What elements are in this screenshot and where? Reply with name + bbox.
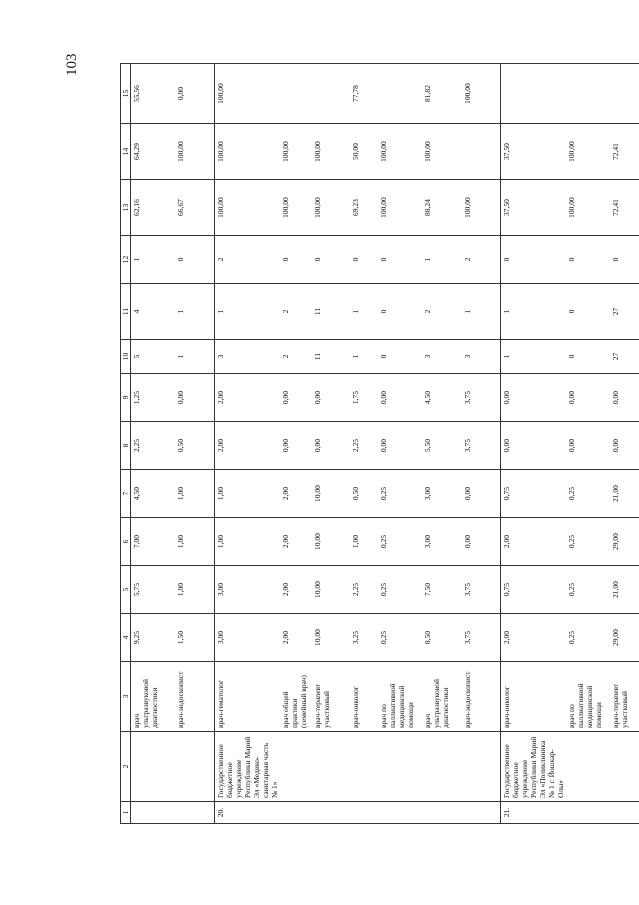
organization-cell bbox=[312, 732, 350, 802]
value-cell: 100,00 bbox=[378, 180, 422, 236]
row-number-cell bbox=[175, 802, 215, 824]
column-header: 5 bbox=[121, 566, 131, 614]
value-cell: 2 bbox=[280, 284, 312, 340]
value-cell: 11 bbox=[312, 340, 350, 374]
value-cell: 3,75 bbox=[462, 374, 500, 422]
value-cell: 11 bbox=[312, 284, 350, 340]
value-cell: 0,75 bbox=[500, 566, 566, 614]
value-cell: 2,00 bbox=[280, 614, 312, 662]
value-cell: 0,25 bbox=[566, 470, 610, 518]
value-cell: 0 bbox=[566, 340, 610, 374]
value-cell: 62,16 bbox=[131, 180, 175, 236]
value-cell: 0,00 bbox=[500, 422, 566, 470]
table-row bbox=[422, 64, 462, 824]
value-cell: 1 bbox=[175, 340, 215, 374]
value-cell: 4,50 bbox=[131, 470, 175, 518]
value-cell: 0 bbox=[378, 340, 422, 374]
specialty-cell: врач-эндоскопист bbox=[175, 662, 215, 732]
value-cell: 1,25 bbox=[131, 374, 175, 422]
organization-cell bbox=[280, 732, 312, 802]
value-cell: 55,56 bbox=[131, 64, 175, 124]
specialty-cell: врач-онколог bbox=[350, 662, 378, 732]
value-cell: 0,50 bbox=[175, 422, 215, 470]
header-row bbox=[121, 64, 131, 824]
value-cell: 8,50 bbox=[422, 614, 462, 662]
value-cell: 29,00 bbox=[610, 614, 639, 662]
value-cell: 0 bbox=[378, 236, 422, 284]
value-cell: 5 bbox=[131, 340, 175, 374]
value-cell: 1 bbox=[215, 284, 281, 340]
value-cell: 0 bbox=[500, 236, 566, 284]
value-cell: 0,75 bbox=[500, 470, 566, 518]
value-cell: 50,00 bbox=[350, 124, 378, 180]
value-cell: 1 bbox=[175, 284, 215, 340]
organization-cell: Государственное бюджетное учреждение Республики Марий Эл «Медико-санитарная часть № 1» bbox=[215, 732, 281, 802]
specialty-cell: врач ультразвуковой диагностики bbox=[131, 662, 175, 732]
value-cell: 10,00 bbox=[312, 518, 350, 566]
row-number-cell bbox=[312, 802, 350, 824]
row-number-cell: 21. bbox=[500, 802, 566, 824]
value-cell: 0 bbox=[566, 284, 610, 340]
value-cell: 100,00 bbox=[378, 124, 422, 180]
value-cell: 2,00 bbox=[500, 518, 566, 566]
value-cell: 0,25 bbox=[378, 614, 422, 662]
value-cell: 5,75 bbox=[131, 566, 175, 614]
value-cell: 2,00 bbox=[500, 614, 566, 662]
value-cell: 2,00 bbox=[215, 422, 281, 470]
page-number: 103 bbox=[64, 53, 80, 76]
value-cell: 0 bbox=[566, 236, 610, 284]
table-row bbox=[566, 64, 610, 824]
specialty-cell: врач-терапевт участковый bbox=[312, 662, 350, 732]
value-cell: 4,50 bbox=[422, 374, 462, 422]
value-cell bbox=[462, 124, 500, 180]
value-cell: 3,00 bbox=[215, 566, 281, 614]
table-row bbox=[462, 64, 500, 824]
value-cell: 100,00 bbox=[215, 124, 281, 180]
value-cell: 1 bbox=[350, 284, 378, 340]
value-cell: 1,00 bbox=[350, 518, 378, 566]
value-cell: 0,00 bbox=[280, 422, 312, 470]
value-cell: 0,00 bbox=[312, 374, 350, 422]
value-cell: 2 bbox=[215, 236, 281, 284]
row-number-cell bbox=[280, 802, 312, 824]
value-cell: 0,25 bbox=[566, 614, 610, 662]
value-cell: 9,25 bbox=[131, 614, 175, 662]
value-cell: 0 bbox=[175, 236, 215, 284]
value-cell: 1,50 bbox=[175, 614, 215, 662]
value-cell: 0,00 bbox=[175, 64, 215, 124]
value-cell: 0,00 bbox=[378, 374, 422, 422]
value-cell bbox=[566, 64, 610, 124]
value-cell: 0,00 bbox=[566, 374, 610, 422]
value-cell: 2 bbox=[422, 284, 462, 340]
value-cell: 0,00 bbox=[610, 374, 639, 422]
value-cell: 64,29 bbox=[131, 124, 175, 180]
value-cell: 1 bbox=[131, 236, 175, 284]
value-cell: 100,00 bbox=[462, 180, 500, 236]
value-cell: 2,00 bbox=[280, 566, 312, 614]
organization-cell bbox=[610, 732, 639, 802]
staffing-table-rotated bbox=[120, 64, 629, 824]
column-header: 8 bbox=[121, 422, 131, 470]
specialty-cell: врач-терапевт участковый bbox=[610, 662, 639, 732]
value-cell: 0,25 bbox=[378, 566, 422, 614]
column-header: 13 bbox=[121, 180, 131, 236]
value-cell: 4 bbox=[131, 284, 175, 340]
value-cell: 0 bbox=[312, 236, 350, 284]
value-cell: 2,25 bbox=[350, 566, 378, 614]
value-cell: 3,00 bbox=[422, 518, 462, 566]
value-cell: 2,00 bbox=[215, 374, 281, 422]
value-cell: 100,00 bbox=[312, 124, 350, 180]
column-header: 1 bbox=[121, 802, 131, 824]
column-header: 14 bbox=[121, 124, 131, 180]
value-cell: 0,25 bbox=[566, 566, 610, 614]
value-cell: 1,00 bbox=[215, 470, 281, 518]
value-cell: 2,25 bbox=[350, 422, 378, 470]
column-header: 11 bbox=[121, 284, 131, 340]
organization-cell bbox=[462, 732, 500, 802]
value-cell: 100,00 bbox=[462, 64, 500, 124]
value-cell: 7,00 bbox=[131, 518, 175, 566]
value-cell: 0 bbox=[280, 236, 312, 284]
value-cell bbox=[312, 64, 350, 124]
value-cell: 0 bbox=[350, 236, 378, 284]
column-header: 7 bbox=[121, 470, 131, 518]
value-cell: 0,00 bbox=[175, 374, 215, 422]
value-cell: 21,00 bbox=[610, 566, 639, 614]
specialty-cell: врач общей практики (семейный врач) bbox=[280, 662, 312, 732]
specialty-cell: врач по паллиативной медицинской помощи bbox=[378, 662, 422, 732]
value-cell: 0 bbox=[378, 284, 422, 340]
organization-cell bbox=[422, 732, 462, 802]
organization-cell bbox=[378, 732, 422, 802]
value-cell: 0,00 bbox=[280, 374, 312, 422]
value-cell: 3 bbox=[215, 340, 281, 374]
value-cell: 21,00 bbox=[610, 470, 639, 518]
value-cell: 1 bbox=[462, 284, 500, 340]
value-cell: 100,00 bbox=[566, 124, 610, 180]
value-cell: 0,25 bbox=[378, 518, 422, 566]
row-number-cell bbox=[350, 802, 378, 824]
table-row bbox=[215, 64, 281, 824]
organization-cell: Государственное бюджетное учреждение Республики Марий Эл «Поликлиника № 1 г. Йошкар-Олы» bbox=[500, 732, 566, 802]
organization-cell bbox=[350, 732, 378, 802]
value-cell: 0,00 bbox=[566, 422, 610, 470]
value-cell: 0,25 bbox=[378, 470, 422, 518]
value-cell: 77,78 bbox=[350, 64, 378, 124]
row-number-cell bbox=[422, 802, 462, 824]
value-cell: 3,75 bbox=[462, 566, 500, 614]
column-header: 3 bbox=[121, 662, 131, 732]
value-cell: 3,00 bbox=[215, 614, 281, 662]
value-cell: 1,75 bbox=[350, 374, 378, 422]
value-cell: 0,25 bbox=[566, 518, 610, 566]
value-cell: 100,00 bbox=[566, 180, 610, 236]
specialty-cell: врач-эндоскопист bbox=[462, 662, 500, 732]
value-cell: 0,00 bbox=[378, 422, 422, 470]
value-cell: 0,00 bbox=[462, 470, 500, 518]
value-cell: 1,00 bbox=[175, 518, 215, 566]
value-cell: 100,00 bbox=[312, 180, 350, 236]
value-cell: 88,24 bbox=[422, 180, 462, 236]
table-row bbox=[312, 64, 350, 824]
column-header: 15 bbox=[121, 64, 131, 124]
value-cell: 72,41 bbox=[610, 180, 639, 236]
value-cell: 2,25 bbox=[131, 422, 175, 470]
value-cell: 3 bbox=[462, 340, 500, 374]
value-cell: 0 bbox=[610, 236, 639, 284]
staffing-table bbox=[120, 63, 639, 824]
specialty-cell: врач-гематолог bbox=[215, 662, 281, 732]
row-number-cell bbox=[462, 802, 500, 824]
column-header: 2 bbox=[121, 732, 131, 802]
value-cell: 3,75 bbox=[462, 614, 500, 662]
value-cell: 0,50 bbox=[350, 470, 378, 518]
value-cell: 1,00 bbox=[175, 470, 215, 518]
table-row bbox=[280, 64, 312, 824]
value-cell: 3,75 bbox=[462, 422, 500, 470]
table-row bbox=[131, 64, 175, 824]
table-body bbox=[131, 64, 639, 824]
table-row bbox=[175, 64, 215, 824]
value-cell: 10,00 bbox=[312, 614, 350, 662]
value-cell: 3,00 bbox=[422, 470, 462, 518]
row-number-cell bbox=[131, 802, 175, 824]
value-cell: 1 bbox=[350, 340, 378, 374]
value-cell: 0,00 bbox=[610, 422, 639, 470]
column-header: 6 bbox=[121, 518, 131, 566]
value-cell: 0,00 bbox=[462, 518, 500, 566]
value-cell: 3,25 bbox=[350, 614, 378, 662]
value-cell: 3 bbox=[422, 340, 462, 374]
table-row bbox=[378, 64, 422, 824]
column-header: 9 bbox=[121, 374, 131, 422]
value-cell: 29,00 bbox=[610, 518, 639, 566]
row-number-cell bbox=[610, 802, 639, 824]
value-cell: 0,00 bbox=[500, 374, 566, 422]
value-cell: 69,23 bbox=[350, 180, 378, 236]
value-cell: 2,00 bbox=[280, 518, 312, 566]
value-cell: 100,00 bbox=[422, 124, 462, 180]
organization-cell bbox=[566, 732, 610, 802]
value-cell: 27 bbox=[610, 284, 639, 340]
organization-cell bbox=[175, 732, 215, 802]
value-cell: 27 bbox=[610, 340, 639, 374]
column-header: 10 bbox=[121, 340, 131, 374]
value-cell: 10,00 bbox=[312, 566, 350, 614]
value-cell: 72,41 bbox=[610, 124, 639, 180]
value-cell: 1,00 bbox=[175, 566, 215, 614]
value-cell bbox=[378, 64, 422, 124]
specialty-cell: врач ультразвуковой диагностики bbox=[422, 662, 462, 732]
value-cell: 100,00 bbox=[280, 180, 312, 236]
value-cell bbox=[280, 64, 312, 124]
column-header: 12 bbox=[121, 236, 131, 284]
value-cell bbox=[500, 64, 566, 124]
value-cell: 66,67 bbox=[175, 180, 215, 236]
value-cell: 1,00 bbox=[215, 518, 281, 566]
value-cell: 2,00 bbox=[280, 470, 312, 518]
value-cell: 7,50 bbox=[422, 566, 462, 614]
row-number-cell bbox=[566, 802, 610, 824]
column-header: 4 bbox=[121, 614, 131, 662]
value-cell: 5,50 bbox=[422, 422, 462, 470]
value-cell: 2 bbox=[280, 340, 312, 374]
table-row bbox=[500, 64, 566, 824]
value-cell: 100,00 bbox=[280, 124, 312, 180]
value-cell: 100,00 bbox=[215, 64, 281, 124]
value-cell: 37,50 bbox=[500, 124, 566, 180]
table-row bbox=[350, 64, 378, 824]
table-row bbox=[610, 64, 639, 824]
value-cell: 1 bbox=[500, 284, 566, 340]
value-cell: 1 bbox=[500, 340, 566, 374]
value-cell: 100,00 bbox=[175, 124, 215, 180]
row-number-cell bbox=[378, 802, 422, 824]
value-cell: 81,82 bbox=[422, 64, 462, 124]
organization-cell bbox=[131, 732, 175, 802]
value-cell: 2 bbox=[462, 236, 500, 284]
value-cell: 1 bbox=[422, 236, 462, 284]
specialty-cell: врач-онколог bbox=[500, 662, 566, 732]
value-cell: 37,50 bbox=[500, 180, 566, 236]
specialty-cell: врач по паллиативной медицинской помощи bbox=[566, 662, 610, 732]
value-cell bbox=[610, 64, 639, 124]
row-number-cell: 20. bbox=[215, 802, 281, 824]
value-cell: 0,00 bbox=[312, 422, 350, 470]
value-cell: 10,00 bbox=[312, 470, 350, 518]
value-cell: 100,00 bbox=[215, 180, 281, 236]
